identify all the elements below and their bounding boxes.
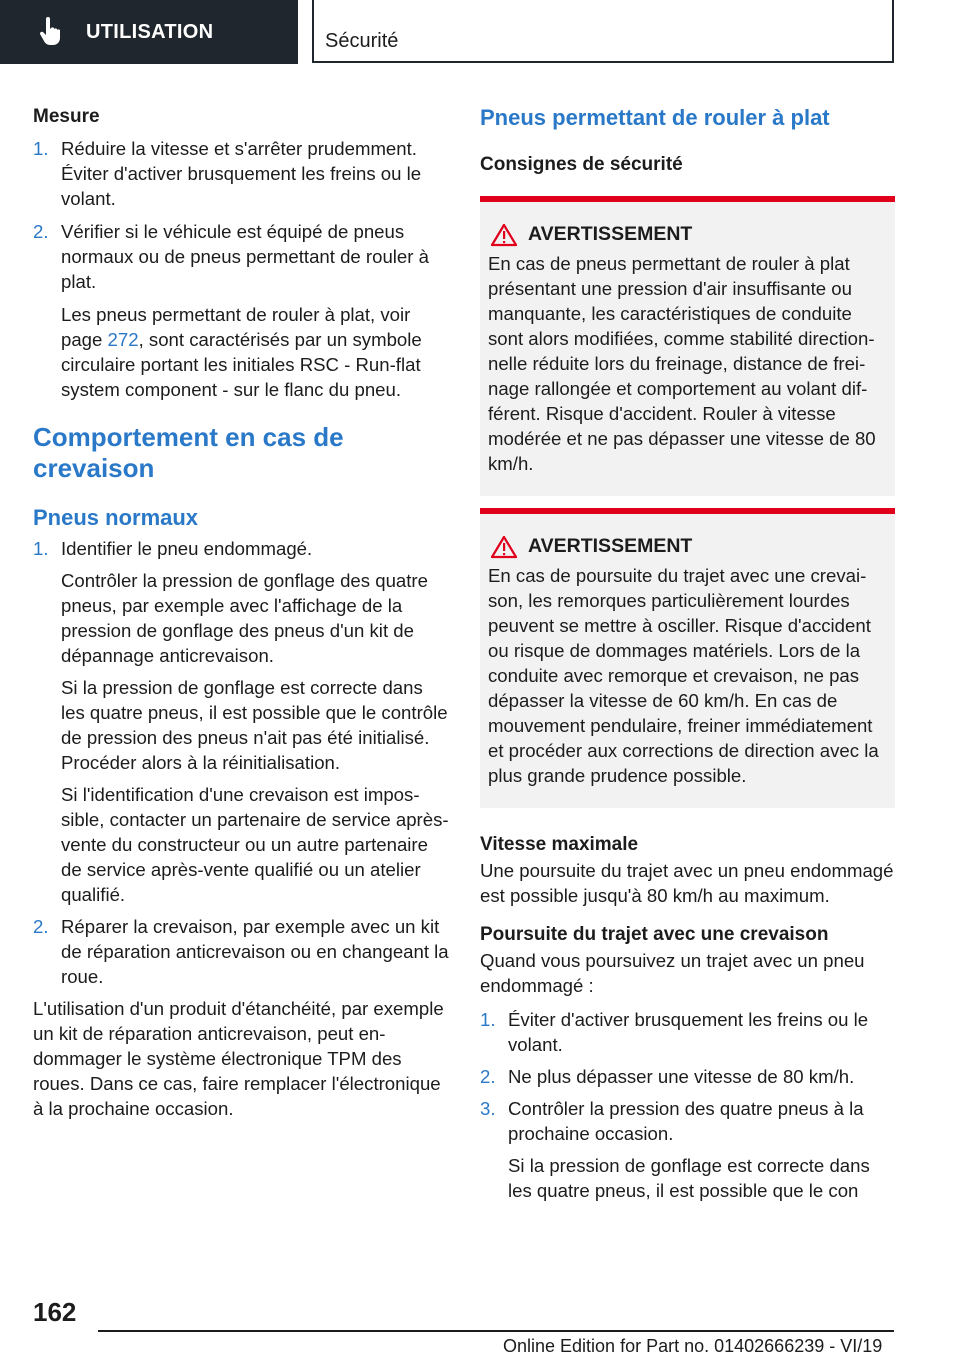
consignes-heading: Consignes de sécurité	[480, 154, 683, 175]
list-text: Vérifier si le véhicule est équipé de pneus normaux ou de pneus permettant de rouler à plat.	[61, 221, 429, 292]
warning-text: En cas de pneus permettant de rouler à plat présentant une pression d'air insuffisante ou manquante, les caractéristiques de conduite sont alors modifiées, comme stabilité directionnelle réduite lors du freinage, distance de freinage rallongée et comportement au volant différent. Risque d'accident. Rouler à vitesse modérée et ne pas dépasser une vitesse de 80 km/h.	[488, 253, 876, 474]
poursuite-heading: Poursuite du trajet avec une crevaison	[480, 924, 829, 945]
mesure-sub-paragraph	[33, 302, 449, 402]
vitesse-text: Une poursuite du trajet avec un pneu endommagé est possible jusqu'à 80 km/h au maximum.	[480, 860, 894, 906]
normaux-sub-3: Si l'identification d'une crevaison est impossible, contacter un partenaire de service après-vente du constructeur ou un autre partenaire de service après-vente qualifié ou un atelier qualifié.	[61, 784, 449, 905]
warning-triangle-icon	[490, 223, 518, 247]
poursuite-item-1	[480, 1007, 895, 1057]
list-text: Contrôler la pression des quatre pneus à la prochaine occasion.	[508, 1098, 864, 1144]
list-text: Éviter d'activer brusquement les freins ou le volant.	[508, 1009, 869, 1055]
list-number: 1.	[33, 538, 49, 559]
warning-header	[488, 222, 887, 247]
normaux-item-1	[33, 536, 449, 561]
edition-footer: Online Edition for Part no. 01402666239 - VI/19	[503, 1336, 883, 1356]
poursuite-item-2	[480, 1064, 895, 1089]
poursuite-item-3	[480, 1096, 895, 1146]
normaux-item-2	[33, 914, 449, 989]
pneus-normaux-heading: Pneus normaux	[33, 505, 199, 530]
list-number: 2.	[480, 1066, 496, 1087]
left-column	[33, 100, 449, 1121]
warning-triangle-icon	[490, 535, 518, 559]
list-number: 2.	[33, 221, 49, 242]
list-number: 1.	[480, 1009, 496, 1030]
list-text: Réduire la vitesse et s'arrêter prudemment. Éviter d'activer brusquement les freins ou le volant.	[61, 138, 422, 209]
normaux-sub-1: Contrôler la pression de gonflage des quatre pneus, par exemple avec l'affichage de la pression de gonflage des pneus d'un kit de dépannage anticrevaison.	[61, 570, 428, 666]
sub-text: , sont caractérisés par un symbole circulaire portant les initiales RSC - Run-flat system component - sur le flanc du pneu.	[61, 329, 422, 400]
chapter-tab-label: UTILISATION	[86, 20, 214, 43]
mesure-item-2	[33, 219, 449, 294]
list-text: Identifier le pneu endommagé.	[61, 538, 313, 559]
right-column	[480, 100, 895, 1203]
warning-header	[488, 534, 887, 559]
runflat-heading: Pneus permettant de rouler à plat	[480, 105, 830, 130]
vitesse-heading: Vitesse maximale	[480, 834, 639, 855]
normaux-sub-2: Si la pression de gonflage est correcte dans les quatre pneus, il est possible que le contrôle de pression des pneus n'ait pas été initialisé. Procéder alors à la réinitialisation.	[61, 677, 448, 773]
warning-title: AVERTISSEMENT	[528, 535, 693, 557]
warning-box-2	[480, 508, 895, 808]
page-number: 162	[33, 1297, 77, 1327]
section-frame	[312, 0, 894, 63]
footer-divider	[98, 1330, 894, 1332]
mesure-item-1	[33, 136, 449, 211]
hand-pointer-icon	[38, 17, 64, 47]
chapter-tab	[0, 0, 298, 64]
poursuite-intro: Quand vous poursuivez un trajet avec un pneu endommagé :	[480, 950, 865, 996]
warning-text: En cas de poursuite du trajet avec une crevaison, les remorques particulièrement lourdes peuvent se mettre à osciller. Risque d'accident ou risque de dommages matériels. Lors de la conduite avec remorque et crevaison, ne pas dépasser la vitesse de 60 km/h. En cas de mouvement pendulaire, freiner immédiatement et procéder aux corrections de direction avec la plus grande prudence possible.	[488, 565, 879, 786]
list-number: 2.	[33, 916, 49, 937]
list-number: 3.	[480, 1098, 496, 1119]
mesure-heading: Mesure	[33, 106, 100, 127]
warning-title: AVERTISSEMENT	[528, 223, 693, 245]
warning-box-1	[480, 196, 895, 496]
comportement-heading: Comportement en cas de crevaison	[33, 422, 344, 483]
list-text: Ne plus dépasser une vitesse de 80 km/h.	[508, 1066, 855, 1087]
list-text: Réparer la crevaison, par exemple avec un kit de réparation anticrevaison ou en changeant la roue.	[61, 916, 449, 987]
sub-text: Les pneus permettant de rouler à plat, voir page	[61, 304, 411, 350]
section-title: Sécurité	[325, 30, 399, 52]
page-reference-link[interactable]: 272	[107, 329, 139, 350]
normaux-closing-paragraph: L'utilisation d'un produit d'étanchéité, par exemple un kit de réparation anticrevaison, peut endommager le système électronique TPM des roues. Dans ce cas, faire remplacer l'électronique à la prochaine occasion.	[33, 998, 444, 1119]
list-number: 1.	[33, 138, 49, 159]
poursuite-sub: Si la pression de gonflage est correcte dans les quatre pneus, il est possible que le con	[508, 1155, 870, 1201]
